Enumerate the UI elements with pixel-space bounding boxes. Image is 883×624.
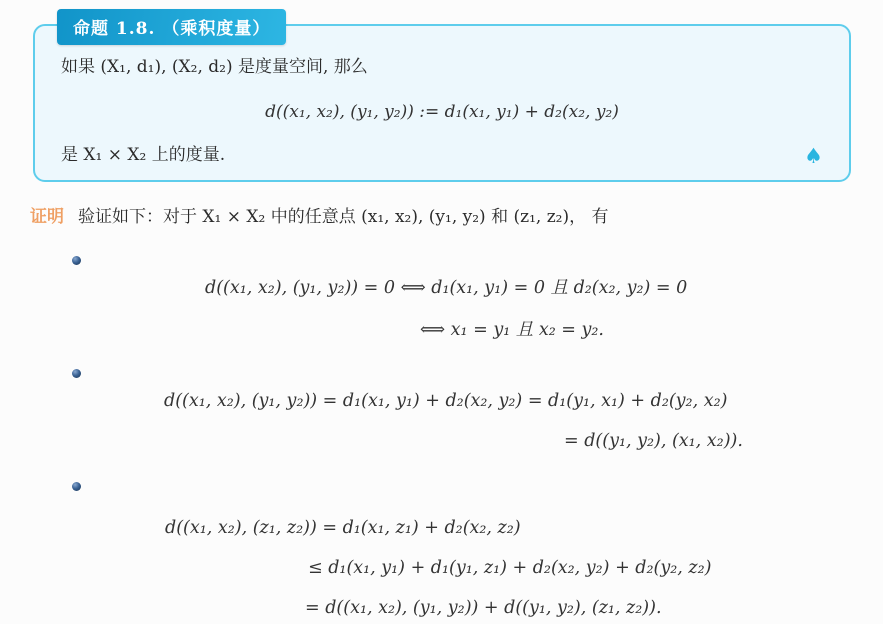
proof-bullet-1 [72,256,883,343]
bullet-icon [72,256,81,265]
equation-line: d((x₁, x₂), (z₁, z₂)) = d₁(x₁, z₁) + d₂(x₂, z₂) [165,518,521,538]
equation-line: ≤ d₁(x₁, y₁) + d₁(y₁, z₁) + d₂(x₂, y₂) + d₂(y₂, z₂) [308,558,712,578]
proof-intro-text: 验证如下：对于 X₁ × X₂ 中的任意点 (x₁, x₂), (y₁, y₂) 和 (z₁, z₂)， 有 [78,207,609,227]
proof-bullet-2 [72,369,883,454]
equation-line: ⟺ x₁ = y₁ 且 x₂ = y₂. [420,320,604,340]
theorem-conclusion-row [61,144,823,166]
bullet-icon [72,482,81,491]
equation-line: d((x₁, x₂), (y₁, y₂)) = 0 ⟺ d₁(x₁, y₁) = 0 且 d₂(x₂, y₂) = 0 [205,278,688,298]
proof-label: 证明 [30,207,64,227]
theorem-box [33,19,851,182]
equation-line: = d((y₁, y₂), (x₁, x₂)). [564,431,743,451]
spade-icon: ♠ [804,144,823,168]
theorem-premise: 如果 (X₁, d₁), (X₂, d₂) 是度量空间, 那么 [61,57,368,77]
proof-intro-line [30,204,883,230]
equation-line: = d((x₁, x₂), (y₁, y₂)) + d((y₁, y₂), (z₁, z₂)). [305,598,662,618]
theorem-title: 命题 1.8. （乘积度量） [57,9,286,45]
theorem-conclusion: 是 X₁ × X₂ 上的度量. [61,145,226,165]
theorem-body [35,26,849,180]
theorem-equation: d((x₁, x₂), (y₁, y₂)) := d₁(x₁, y₁) + d₂(x₂, y₂) [265,102,619,122]
proof-bullet-3 [72,482,883,621]
equation-line: d((x₁, x₂), (y₁, y₂)) = d₁(x₁, y₁) + d₂(x₂, y₂) = d₁(y₁, x₁) + d₂(y₂, x₂) [164,391,728,411]
bullet-icon [72,369,81,378]
